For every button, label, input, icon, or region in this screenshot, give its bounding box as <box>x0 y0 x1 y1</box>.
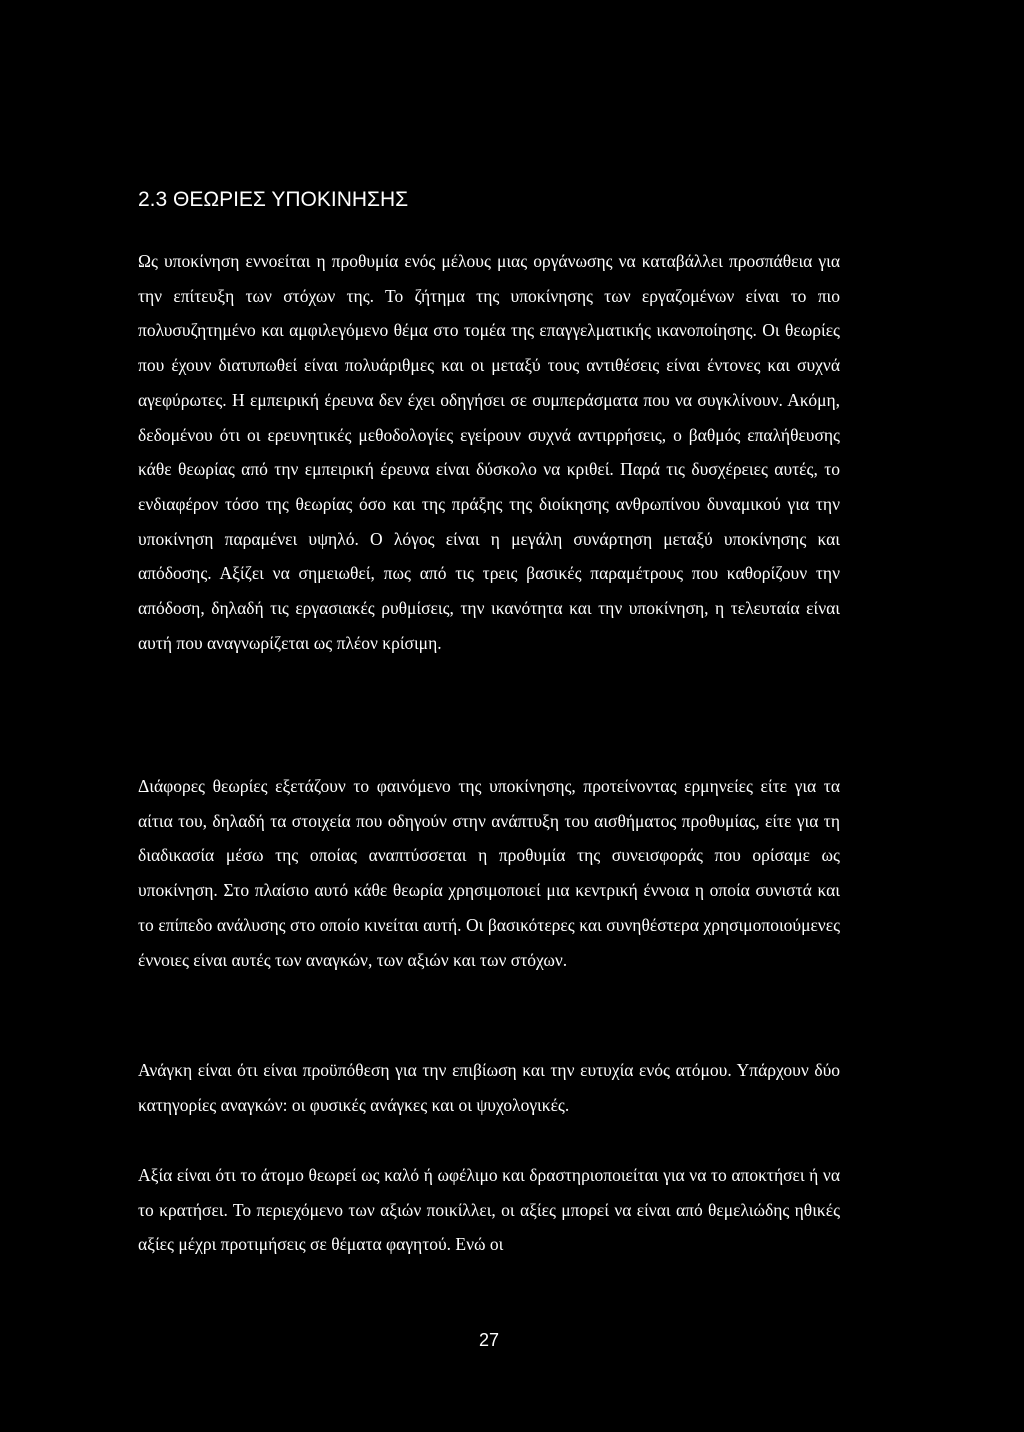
section-heading: 2.3 ΘΕΩΡΙΕΣ ΥΠΟΚΙΝΗΣΗΣ <box>138 188 409 211</box>
document-page <box>138 0 840 1432</box>
paragraph-motivation-definition: Ως υποκίνηση εννοείται η προθυμία ενός μέλους μιας οργάνωσης να καταβάλλει προσπάθεια για την επίτευξη των στόχων της. Το ζήτημα της υποκίνησης των εργαζομένων είναι το πιο πολυσυζητημένο και αμφιλεγόμενο θέμα στο τομέα της επαγγελματικής ικανοποίησης. Οι θεωρίες που έχουν διατυπωθεί είναι πολυάριθμες και οι μεταξύ τους αντιθέσεις είναι έντονες και συχνά αγεφύρωτες. Η εμπειρική έρευνα δεν έχει οδηγήσει σε συμπεράσματα που να συγκλίνουν. Ακόμη, δεδομένου ότι οι ερευνητικές μεθοδολογίες εγείρουν συχνά αντιρρήσεις, ο βαθμός επαλήθευσης κάθε θεωρίας από την εμπειρική έρευνα είναι δύσκολο να κριθεί. Παρά τις δυσχέρειες αυτές, το ενδιαφέρον τόσο της θεωρίας όσο και της πράξης της διοίκησης ανθρωπίνου δυναμικού για την υποκίνηση παραμένει υψηλό. Ο λόγος είναι η μεγάλη συνάρτηση μεταξύ υποκίνησης και απόδοσης. Αξίζει να σημειωθεί, πως από τις τρεις βασικές παραμέτρους που καθορίζουν την απόδοση, δηλαδή τις εργασιακές ρυθμίσεις, την ικανότητα και την υποκίνηση, η τελευταία είναι αυτή που αναγνωρίζεται ως πλέον κρίσιμη. <box>138 251 840 653</box>
paragraph-theories-overview: Διάφορες θεωρίες εξετάζουν το φαινόμενο της υποκίνησης, προτείνοντας ερμηνείες είτε για τα αίτια του, δηλαδή τα στοιχεία που οδηγούν στην ανάπτυξη του αισθήματος προθυμίας, είτε για τη διαδικασία μέσω της οποίας αναπτύσσεται η προθυμία της συνεισφοράς που ορίσαμε ως υποκίνηση. Στο πλαίσιο αυτό κάθε θεωρία χρησιμοποιεί μια κεντρική έννοια η οποία συνιστά και το επίπεδο ανάλυσης στο οποίο κινείται αυτή. Οι βασικότερες και συνηθέστερα χρησιμοποιούμενες έννοιες είναι αυτές των αναγκών, των αξιών και των στόχων. <box>138 776 840 970</box>
paragraph-need-definition: Ανάγκη είναι ότι είναι προϋπόθεση για την επιβίωση και την ευτυχία ενός ατόμου. Υπάρχουν δύο κατηγορίες αναγκών: οι φυσικές ανάγκες και οι ψυχολογικές. <box>138 1060 840 1115</box>
page-number: 27 <box>478 1330 500 1350</box>
paragraph-value-definition: Αξία είναι ότι το άτομο θεωρεί ως καλό ή ωφέλιμο και δραστηριοποιείται για να το αποκτήσει ή να το κρατήσει. Το περιεχόμενο των αξιών ποικίλλει, οι αξίες μπορεί να είναι από θεμελιώδης ηθικές αξίες μέχρι προτιμήσεις σε θέματα φαγητού. Ενώ οι <box>138 1165 840 1255</box>
